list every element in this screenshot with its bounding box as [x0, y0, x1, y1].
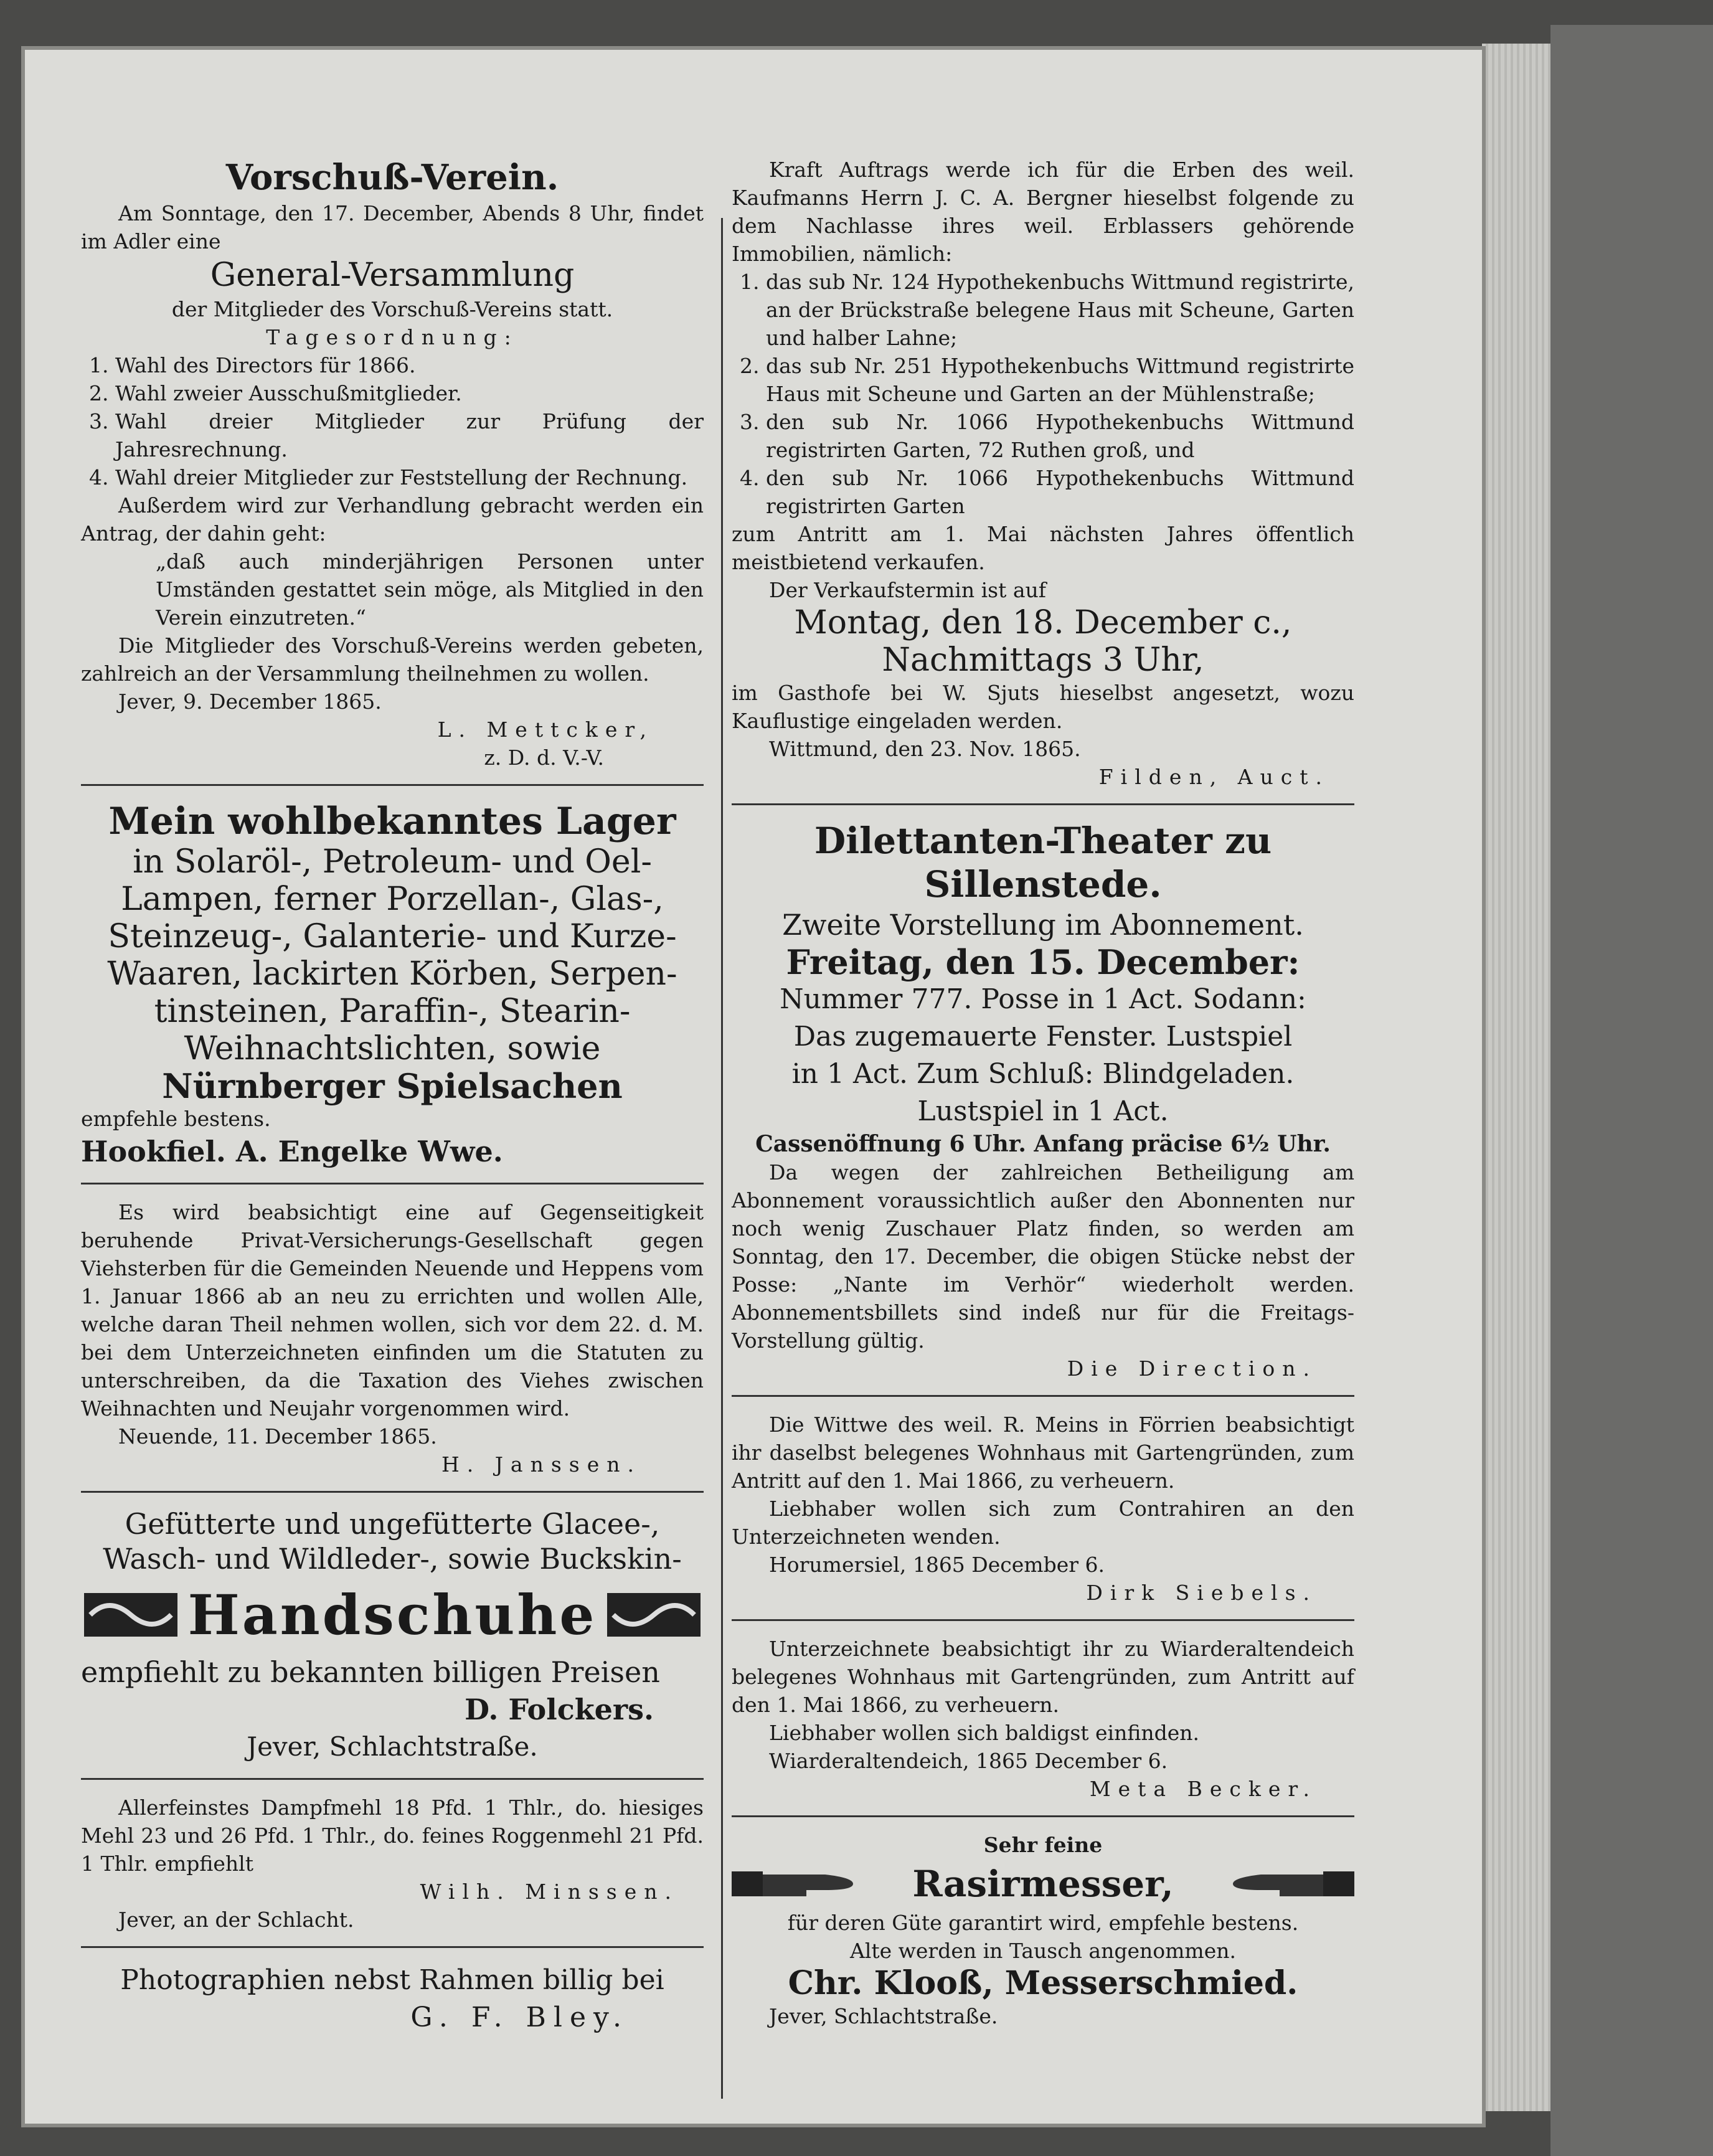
- ad-line: für deren Güte garantirt wird, empfehle bestens.: [787, 1911, 1299, 1935]
- ad-big-line: Nachmittags 3 Uhr,: [882, 641, 1204, 679]
- newspaper-page: [25, 50, 1482, 2124]
- ad-date: Wiarderaltendeich, 1865 December 6.: [769, 1749, 1168, 1773]
- ad-top: Gefütterte und ungefütterte Glacee-, Wasch- und Wildleder-, sowie Buckskin-: [103, 1507, 682, 1576]
- ad-paragraph: Die Mitglieder des Vorschuß-Vereins werden gebeten, zahlreich an der Versammlung theilnehmen zu wollen.: [81, 633, 704, 686]
- ad-versicherung: [81, 1192, 704, 1493]
- property-item: 2. das sub Nr. 251 Hypothekenbuchs Wittmund registrirte Haus mit Scheune und Garten an der Mühlenstraße;: [766, 352, 1354, 408]
- ad-text: Unterzeichnete beabsichtigt ihr zu Wiarderaltendeich belegenes Wohnhaus mit Gartengründen, zum Antritt auf den 1. Mai 1866, zu verheuern.: [732, 1637, 1354, 1717]
- ad-small: empfehle bestens.: [81, 1107, 271, 1131]
- ad-headline: Rasirmesser,: [912, 1863, 1174, 1905]
- ad-headline: Handschuhe: [187, 1582, 597, 1647]
- ad-wittwe-meins: [732, 1404, 1354, 1621]
- ad-intro: Am Sonntage, den 17. December, Abends 8 Uhr, findet im Adler eine: [81, 201, 704, 253]
- ad-signature: D. Folckers.: [465, 1693, 654, 1726]
- ad-line: Lampen, ferner Porzellan-, Glas-,: [121, 881, 664, 918]
- glove-ornament-icon: [81, 1587, 181, 1643]
- ad-place: Jever, Schlachtstraße.: [247, 1731, 538, 1762]
- agenda-title: Tagesordnung:: [266, 325, 519, 349]
- ad-paragraph: Der Verkaufstermin ist auf: [769, 578, 1046, 602]
- gloves-banner: [81, 1582, 704, 1647]
- ad-photographien: [81, 1955, 704, 2049]
- ad-title: Sillenstede.: [924, 863, 1162, 905]
- ad-text: Es wird beabsichtigt eine auf Gegenseitigkeit beruhende Privat-Versicherungs-Gesellschaft gegen Viehsterben für die Gemeinden Neuende und Heppens vom 1. Januar 1866 ab an neu zu errichten und wollen Alle, welche daran Theil nehmen wollen, sich vor dem 22. d. M. bei dem Unterzeichneten einfinden um die Statuten zu unterschreiben, da die Taxation des Viehes zwischen Weihnachten und Neujahr vorgenommen wird.: [81, 1200, 704, 1421]
- ad-place: Jever, an der Schlacht.: [118, 1908, 354, 1932]
- ad-date: Neuende, 11. December 1865.: [118, 1424, 437, 1449]
- ad-paragraph: Liebhaber wollen sich baldigst einfinden.: [769, 1721, 1200, 1745]
- property-item: 4. den sub Nr. 1066 Hypothekenbuchs Wittmund registrirten Garten: [766, 464, 1354, 520]
- ad-sub: der Mitglieder des Vorschuß-Vereins statt.: [171, 297, 613, 321]
- ad-text: Die Wittwe des weil. R. Meins in Förrien beabsichtigt ihr daselbst belegenes Wohnhaus mit Gartengründen, zum Antritt auf den 1. Mai 1866, zu verheuern.: [732, 1412, 1354, 1493]
- ad-paragraph: Liebhaber wollen sich zum Contrahiren an den Unterzeichneten wenden.: [732, 1496, 1354, 1549]
- ad-immobilien: [732, 149, 1354, 805]
- ad-programme: in 1 Act. Zum Schluß: Blindgeladen.: [791, 1058, 1295, 1090]
- ad-headline: Mein wohlbekanntes Lager: [108, 800, 676, 843]
- ad-place: Jever, Schlachtstraße.: [769, 2004, 998, 2028]
- ad-dampfmehl: [81, 1787, 704, 1948]
- ad-line: Weihnachtslichten, sowie: [184, 1030, 601, 1067]
- ad-quote: „daß auch minderjährigen Personen unter Umständen gestattet sein möge, als Mitglied in den Verein einzutreten.“: [156, 549, 704, 630]
- ad-lager: [81, 793, 704, 1184]
- book-cover: [1550, 25, 1713, 2156]
- ad-text: Photographien nebst Rahmen billig bei: [120, 1964, 664, 1996]
- ad-paragraph: im Gasthofe bei W. Sjuts hieselbst angesetzt, wozu Kauflustige eingeladen werden.: [732, 681, 1354, 733]
- ad-signature: Wilh. Minssen.: [420, 1879, 679, 1904]
- ad-line: in Solaröl-, Petroleum- und Oel-: [133, 843, 652, 881]
- property-item: 3. den sub Nr. 1066 Hypothekenbuchs Wittmund registrirten Garten, 72 Ruthen groß, und: [766, 408, 1354, 464]
- ad-vorschuss-verein: [81, 149, 704, 786]
- page-stack-edge: [1482, 44, 1550, 2111]
- ad-signature: Hookfiel. A. Engelke Wwe.: [81, 1135, 503, 1168]
- razor-banner: [732, 1859, 1354, 1909]
- column-divider: [721, 218, 723, 2099]
- ad-signature: Filden, Auct.: [1098, 765, 1329, 789]
- property-list: [732, 268, 1354, 520]
- pointing-hand-left-icon: [1230, 1859, 1354, 1909]
- property-item: 1. das sub Nr. 124 Hypothekenbuchs Wittmund registrirte, an der Brückstraße belegene Haus mit Scheune, Garten und halber Lahne;: [766, 268, 1354, 352]
- ad-signature: L. Mettcker,: [437, 717, 654, 742]
- ad-signature: G. F. Bley.: [410, 2002, 629, 2033]
- ad-rasirmesser: [732, 1825, 1354, 2043]
- ad-big-line: Montag, den 18. December c.,: [794, 604, 1292, 641]
- ad-handschuhe: [81, 1500, 704, 1780]
- ad-date-big: Freitag, den 15. December:: [786, 942, 1300, 982]
- agenda-item: 3. Wahl dreier Mitglieder zur Prüfung der Jahresrechnung.: [115, 407, 704, 463]
- ad-bold-line: Nürnberger Spielsachen: [162, 1066, 623, 1106]
- agenda-list: [81, 351, 704, 491]
- ad-sub: Zweite Vorstellung im Abonnement.: [782, 908, 1304, 942]
- glove-ornament-icon: [604, 1587, 704, 1643]
- ad-intro: Kraft Auftrags werde ich für die Erben des weil. Kaufmanns Herrn J. C. A. Bergner hieselbst folgende zu dem Nachlasse ihres weil. Erblassers gehörende Immobilien, nämlich:: [732, 158, 1354, 266]
- ad-signature: Meta Becker.: [1089, 1777, 1317, 1801]
- ad-signature: Dirk Siebels.: [1086, 1581, 1317, 1605]
- left-column: [81, 149, 704, 2056]
- ad-programme: Lustspiel in 1 Act.: [917, 1095, 1169, 1127]
- ad-times: Cassenöffnung 6 Uhr. Anfang präcise 6½ Uhr.: [755, 1131, 1331, 1157]
- ad-title: Dilettanten-Theater zu: [814, 820, 1272, 862]
- ad-line: empfiehlt zu bekannten billigen Preisen: [81, 1655, 660, 1689]
- ad-programme: Nummer 777. Posse in 1 Act. Sodann:: [780, 983, 1306, 1015]
- ad-signature: Chr. Klooß, Messerschmied.: [788, 1964, 1298, 2002]
- ad-line: Steinzeug-, Galanterie- und Kurze-: [108, 918, 677, 955]
- ad-date: Jever, 9. December 1865.: [118, 689, 382, 714]
- right-column: [732, 149, 1354, 2050]
- pointing-hand-right-icon: [732, 1859, 856, 1909]
- ad-paragraph: zum Antritt am 1. Mai nächsten Jahres öffentlich meistbietend verkaufen.: [732, 522, 1354, 574]
- ad-line: Waaren, lackirten Körben, Serpen-: [107, 955, 677, 993]
- ad-signature: Die Direction.: [1067, 1356, 1317, 1381]
- ad-paragraph: Außerdem wird zur Verhandlung gebracht werden ein Antrag, der dahin geht:: [81, 493, 704, 546]
- ad-text: Allerfeinstes Dampfmehl 18 Pfd. 1 Thlr., do. hiesiges Mehl 23 und 26 Pfd. 1 Thlr., do. feines Roggenmehl 21 Pfd. 1 Thlr. empfiehlt: [81, 1795, 704, 1876]
- ad-meta-becker: [732, 1629, 1354, 1817]
- ad-signature-title: z. D. d. V.-V.: [484, 745, 604, 770]
- ad-theater: [732, 813, 1354, 1397]
- ad-headline: General-Versammlung: [210, 257, 575, 294]
- agenda-item: 4. Wahl dreier Mitglieder zur Feststellung der Rechnung.: [115, 463, 704, 491]
- agenda-item: 2. Wahl zweier Ausschußmitglieder.: [115, 379, 704, 407]
- ad-title: Vorschuß-Verein.: [225, 157, 559, 198]
- ad-line: Alte werden in Tausch angenommen.: [849, 1939, 1236, 1963]
- ad-text: Da wegen der zahlreichen Betheiligung am Abonnement voraussichtlich außer den Abonnenten nur noch wenig Zuschauer Platz finden, so werden am Sonntag, den 17. December, die obigen Stücke nebst der Posse: „Nante im Verhör“ wiederholt werden. Abonnementsbillets sind indeß nur für die Freitags-Vorstellung gültig.: [732, 1160, 1354, 1353]
- ad-signature: H. Janssen.: [441, 1452, 641, 1477]
- ad-programme: Das zugemauerte Fenster. Lustspiel: [793, 1021, 1293, 1052]
- agenda-item: 1. Wahl des Directors für 1866.: [115, 351, 704, 379]
- ad-line: tinsteinen, Paraffin-, Stearin-: [154, 993, 631, 1030]
- ad-date: Horumersiel, 1865 December 6.: [769, 1553, 1105, 1577]
- ad-date: Wittmund, den 23. Nov. 1865.: [769, 737, 1081, 761]
- ad-top: Sehr feine: [983, 1833, 1103, 1857]
